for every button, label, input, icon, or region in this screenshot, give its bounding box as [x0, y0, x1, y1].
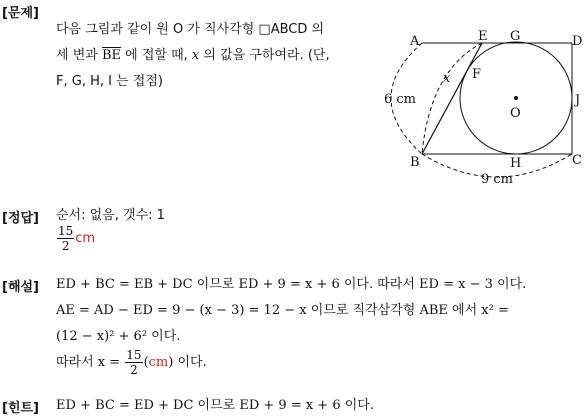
- point-g: G: [510, 29, 521, 44]
- explanation-line-4: [56, 348, 207, 377]
- answer-label: [정답]: [2, 211, 39, 226]
- problem-label: [문제]: [2, 6, 39, 21]
- point-b: B: [410, 155, 420, 170]
- explanation-line-3: (12 − x)² + 6² 이다.: [56, 329, 181, 344]
- problem-line-2b: 에 접할 때,: [121, 48, 192, 63]
- explanation-line-1: ED + BC = EB + DC 이므로 ED + 9 = x + 6 이다. 따라서 ED = x − 3 이다.: [56, 277, 527, 292]
- point-j: J: [575, 93, 581, 108]
- problem-line-1: 다음 그림과 같이 원 O 가 직사각형 □ABCD 의: [56, 22, 325, 37]
- label-x: x: [443, 71, 451, 86]
- center-o-dot: [514, 96, 518, 100]
- answer-unit: cm: [75, 231, 96, 246]
- point-f: F: [472, 67, 482, 82]
- explanation-fraction: [125, 348, 142, 377]
- hint-line-1: ED + BC = ED + DC 이므로 ED + 9 = x + 6 이다.: [56, 398, 374, 413]
- explanation-line-2: AE = AD − ED = 9 − (x − 3) = 12 − x 이므로 직각삼각형 ABE 에서 x² =: [56, 303, 509, 318]
- point-d: D: [572, 34, 583, 49]
- segment-be: $\overline{BE}$: [101, 48, 121, 63]
- explanation-unit: cm: [148, 355, 169, 370]
- answer-fraction: [57, 224, 74, 253]
- answer-order: 순서: 없음, 갯수: 1: [56, 208, 165, 223]
- explanation-line-4-suffix: ) 이다.: [168, 355, 207, 370]
- problem-line-3: F, G, H, I 는 접점): [56, 74, 163, 89]
- problem-line-2c: 의 값을 구하여라. (단,: [199, 48, 330, 63]
- point-o: O: [510, 106, 521, 121]
- label-9cm: 9 cm: [481, 172, 514, 187]
- answer-frac-den: 2: [61, 239, 70, 253]
- answer-value: [56, 224, 95, 253]
- answer-frac-num: 15: [58, 224, 74, 238]
- point-a: A: [410, 34, 420, 49]
- point-c: C: [572, 153, 582, 168]
- label-6cm: 6 cm: [384, 92, 417, 107]
- point-e: E: [478, 29, 488, 44]
- variable-x: x: [191, 48, 200, 63]
- explanation-line-4-prefix: 따라서 x =: [56, 355, 125, 370]
- explanation-open-paren: (: [143, 355, 149, 370]
- geometry-figure: [0, 0, 588, 200]
- explanation-label: [해설]: [2, 280, 39, 295]
- problem-line-2a: 세 변과: [56, 48, 102, 63]
- explanation-frac-den: 2: [130, 363, 138, 377]
- hint-label: [힌트]: [2, 401, 39, 416]
- point-h: H: [510, 156, 522, 171]
- explanation-frac-num: 15: [126, 348, 142, 362]
- segment-be-line: [422, 43, 482, 154]
